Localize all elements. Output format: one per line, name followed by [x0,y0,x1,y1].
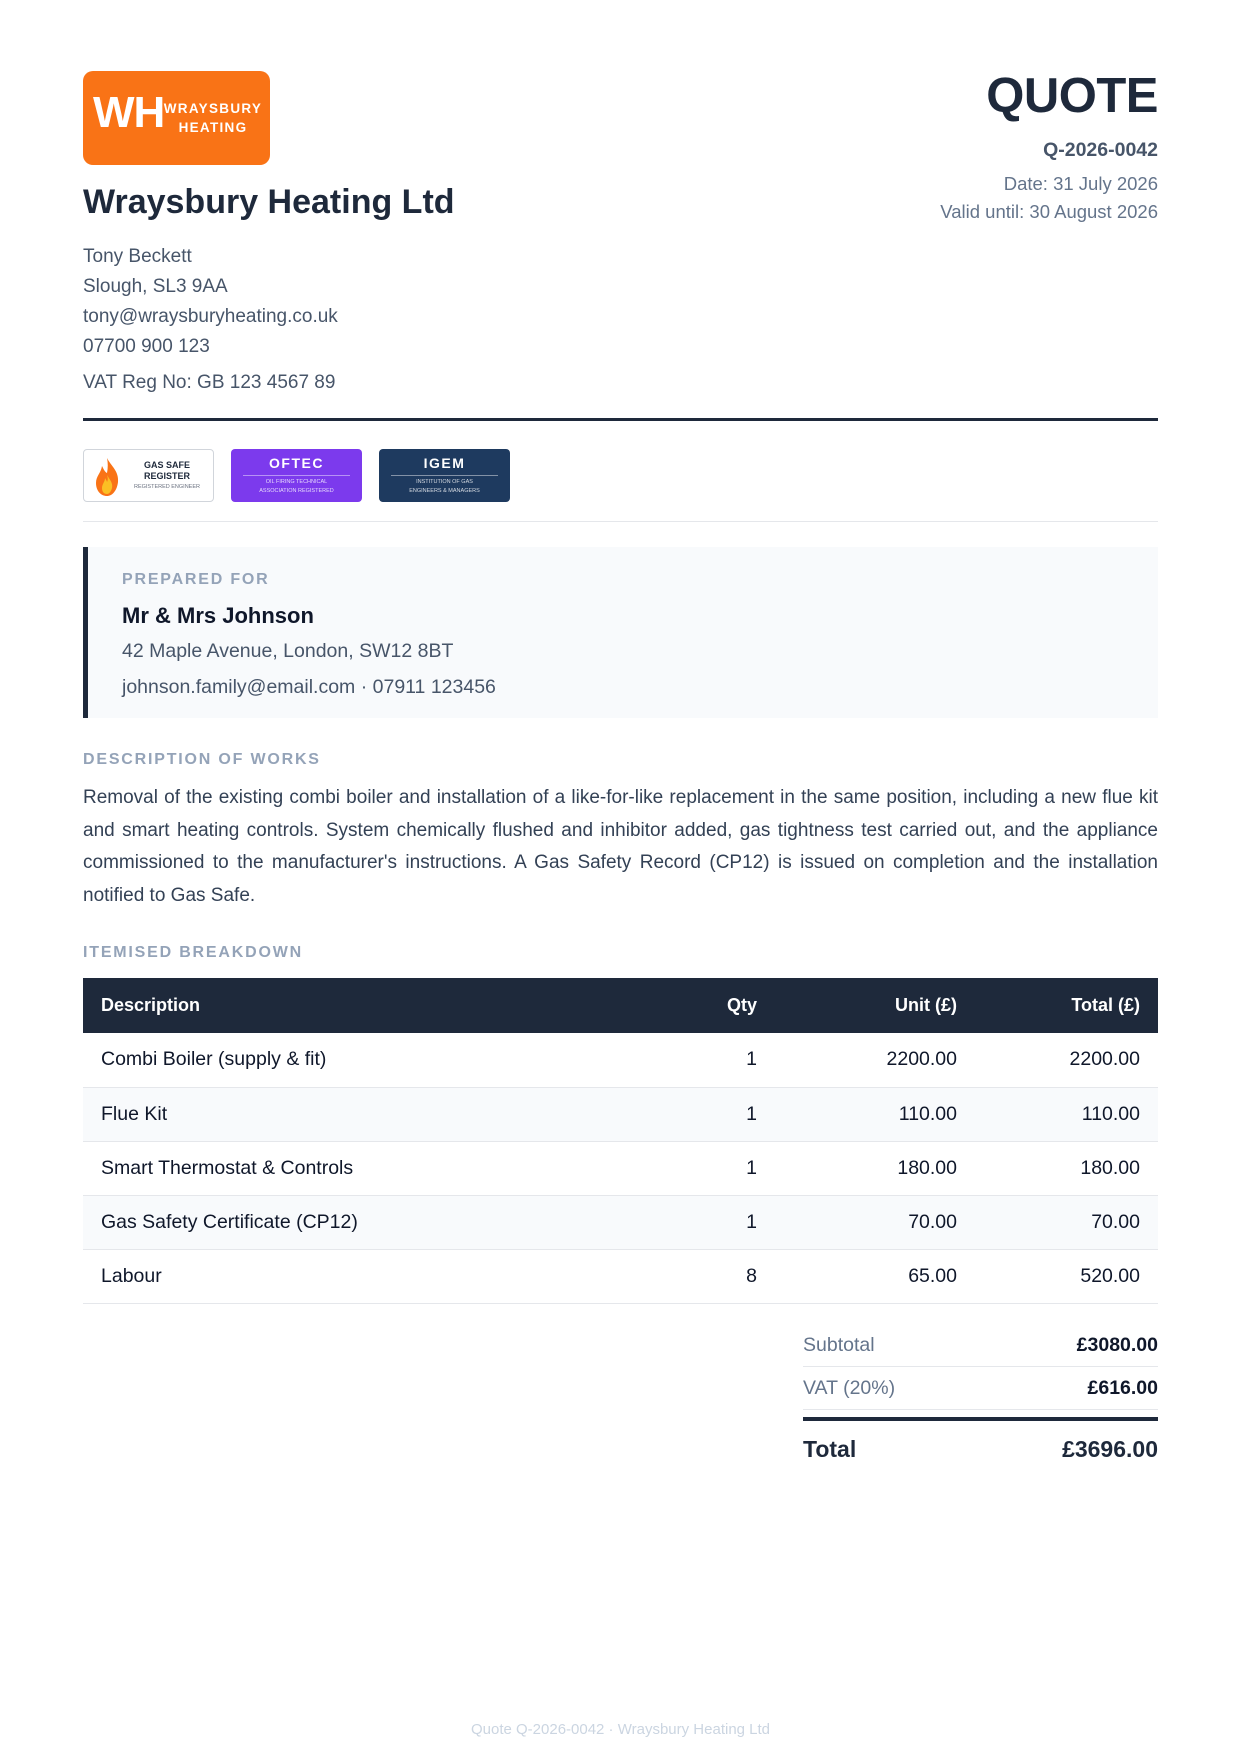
company-address: Slough, SL3 9AA [83,276,228,297]
itemised-breakdown-label: ITEMISED BREAKDOWN [83,944,303,961]
item-description: Smart Thermostat & Controls [83,1141,655,1195]
item-qty: 1 [655,1033,775,1087]
company-contact-name: Tony Beckett [83,246,192,267]
logo-wordmark [163,99,263,137]
item-unit-price: 110.00 [775,1087,975,1141]
description-text: Removal of the existing combi boiler and installation of a like-for-like replacement in the same position, including a new flue kit and smart heating controls. System chemically flushed and inhibitor added, gas tightness test carried out, and the appliance commissioned to the manufacturer's instructions. A Gas Safety Record (CP12) is issued on completion and the installation notified to Gas Safe. [83,787,1158,906]
item-description: Labour [83,1249,655,1303]
total-value: £3696.00 [1062,1436,1158,1462]
table-row [83,1249,1158,1303]
company-name: Wraysbury Heating Ltd [83,183,455,221]
client-contact: johnson.family@email.com · 07911 123456 [122,676,496,698]
item-total: 520.00 [975,1249,1158,1303]
prepared-for-label: PREPARED FOR [122,571,270,588]
table-row [83,1033,1158,1087]
item-total: 2200.00 [975,1033,1158,1087]
item-qty: 1 [655,1195,775,1249]
company-email[interactable]: tony@wraysburyheating.co.uk [83,306,338,327]
item-unit-price: 65.00 [775,1249,975,1303]
badges-divider [83,521,1158,522]
igem-divider [391,475,498,476]
item-unit-price: 70.00 [775,1195,975,1249]
item-qty: 1 [655,1087,775,1141]
quote-valid-until: Valid until: 30 August 2026 [940,201,1158,222]
totals-summary [803,1324,1158,1471]
page-footer: Quote Q-2026-0042 · Wraysbury Heating Ltd [470,1721,771,1738]
column-header-qty: Qty [655,978,775,1033]
item-total: 110.00 [975,1087,1158,1141]
description-label: DESCRIPTION OF WORKS [83,751,321,768]
column-header-total: Total (£) [975,978,1158,1033]
logo-mark: WH [93,88,165,137]
total-label: Total [803,1436,857,1462]
igem-title: IGEM [423,455,466,471]
company-details [83,242,338,398]
oftec-subtitle [235,478,358,496]
document-title: QUOTE [986,69,1158,123]
subtotal-value: £3080.00 [1076,1334,1158,1356]
item-total: 70.00 [975,1195,1158,1249]
client-address: 42 Maple Avenue, London, SW12 8BT [122,640,454,662]
items-table-header [83,978,1158,1033]
gas-safe-title [124,460,210,482]
header-divider [83,418,1158,421]
item-description: Flue Kit [83,1087,655,1141]
grand-total-row [803,1421,1158,1471]
item-description: Gas Safety Certificate (CP12) [83,1195,655,1249]
quote-date: Date: 31 July 2026 [1003,173,1158,194]
quote-number: Q-2026-0042 [1043,139,1158,161]
company-logo [83,71,270,165]
column-header-unit: Unit (£) [775,978,975,1033]
oftec-divider [243,475,350,476]
quote-page [83,69,1158,1462]
igem-subtitle-line-1: INSTITUTION OF GAS [416,479,473,485]
vat-label: VAT (20%) [803,1377,896,1399]
items-table [83,978,1158,1304]
column-header-description: Description [83,978,655,1033]
vat-row [803,1367,1158,1410]
company-vat-number: VAT Reg No: GB 123 4567 89 [83,372,336,393]
document-header [83,71,1158,411]
document-meta [940,71,1158,226]
logo-line-1: WRAYSBURY [163,101,263,116]
gas-safe-badge [83,449,214,502]
item-qty: 8 [655,1249,775,1303]
client-name: Mr & Mrs Johnson [122,603,314,628]
company-phone: 07700 900 123 [83,336,210,357]
igem-subtitle-line-2: ENGINEERS & MANAGERS [409,488,480,494]
prepared-for-panel [83,547,1158,718]
item-description: Combi Boiler (supply & fit) [83,1033,655,1087]
oftec-badge [231,449,362,502]
table-row [83,1087,1158,1141]
oftec-title: OFTEC [269,455,324,471]
subtotal-label: Subtotal [803,1334,875,1356]
gas-safe-subtitle: REGISTERED ENGINEER [133,484,200,490]
item-total: 180.00 [975,1141,1158,1195]
igem-subtitle [383,478,506,496]
item-unit-price: 2200.00 [775,1033,975,1087]
flame-icon [93,457,121,497]
vat-value: £616.00 [1087,1377,1158,1399]
table-row [83,1195,1158,1249]
subtotal-row [803,1324,1158,1367]
gas-safe-line-2: REGISTER [143,471,190,481]
table-row [83,1141,1158,1195]
item-unit-price: 180.00 [775,1141,975,1195]
oftec-subtitle-line-1: OIL FIRING TECHNICAL [265,479,328,485]
gas-safe-line-1: GAS SAFE [143,460,190,470]
igem-badge [379,449,510,502]
item-qty: 1 [655,1141,775,1195]
logo-line-2: HEATING [178,120,248,135]
oftec-subtitle-line-2: ASSOCIATION REGISTERED [259,488,334,494]
